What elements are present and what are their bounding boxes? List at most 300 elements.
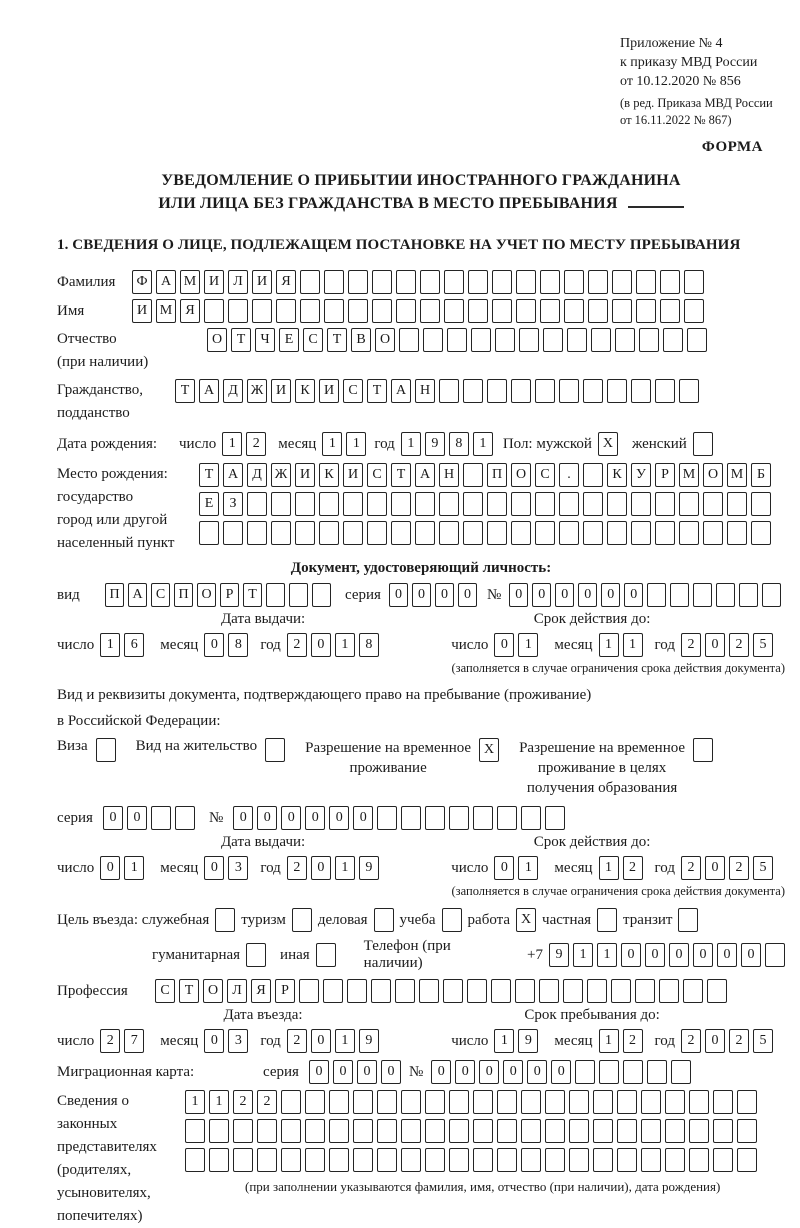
- char-cell[interactable]: [447, 328, 467, 352]
- char-cell[interactable]: 0: [551, 1060, 571, 1084]
- char-cell[interactable]: [324, 299, 344, 323]
- char-cell[interactable]: 0: [555, 583, 574, 607]
- char-cell[interactable]: 1: [623, 633, 643, 657]
- char-cell[interactable]: 0: [103, 806, 123, 830]
- char-cell[interactable]: [660, 299, 680, 323]
- char-cell[interactable]: 2: [729, 633, 749, 657]
- char-cell[interactable]: [647, 1060, 667, 1084]
- char-cell[interactable]: [593, 1119, 613, 1143]
- char-cell[interactable]: [569, 1090, 589, 1114]
- char-cell[interactable]: 1: [599, 1029, 619, 1053]
- char-cell[interactable]: [516, 299, 536, 323]
- char-cell[interactable]: [689, 1090, 709, 1114]
- char-cell[interactable]: 0: [693, 943, 713, 967]
- char-cell[interactable]: С: [151, 583, 170, 607]
- char-cell[interactable]: [737, 1090, 757, 1114]
- char-cell[interactable]: [449, 1148, 469, 1172]
- char-cell[interactable]: [257, 1119, 277, 1143]
- char-cell[interactable]: [281, 1119, 301, 1143]
- char-cell[interactable]: [395, 979, 415, 1003]
- purpose-study-checkbox[interactable]: [442, 908, 462, 932]
- char-cell[interactable]: [535, 379, 555, 403]
- char-cell[interactable]: С: [343, 379, 363, 403]
- char-cell[interactable]: 0: [233, 806, 253, 830]
- char-cell[interactable]: 2: [233, 1090, 253, 1114]
- char-cell[interactable]: 0: [333, 1060, 353, 1084]
- char-cell[interactable]: [707, 979, 727, 1003]
- char-cell[interactable]: [467, 979, 487, 1003]
- char-cell[interactable]: 1: [322, 432, 342, 456]
- char-cell[interactable]: И: [319, 379, 339, 403]
- char-cell[interactable]: 9: [549, 943, 569, 967]
- char-cell[interactable]: [567, 328, 587, 352]
- char-cell[interactable]: [473, 1090, 493, 1114]
- char-cell[interactable]: [631, 379, 651, 403]
- char-cell[interactable]: [468, 299, 488, 323]
- char-cell[interactable]: 0: [705, 856, 725, 880]
- char-cell[interactable]: [713, 1119, 733, 1143]
- char-cell[interactable]: [497, 1090, 517, 1114]
- char-cell[interactable]: Т: [367, 379, 387, 403]
- purpose-transit-checkbox[interactable]: [678, 908, 698, 932]
- char-cell[interactable]: [684, 270, 704, 294]
- char-cell[interactable]: [305, 1090, 325, 1114]
- char-cell[interactable]: [631, 492, 651, 516]
- char-cell[interactable]: 1: [518, 633, 538, 657]
- char-cell[interactable]: [635, 979, 655, 1003]
- char-cell[interactable]: [353, 1119, 373, 1143]
- char-cell[interactable]: [687, 328, 707, 352]
- char-cell[interactable]: 0: [435, 583, 454, 607]
- char-cell[interactable]: [295, 492, 315, 516]
- char-cell[interactable]: 1: [124, 856, 144, 880]
- char-cell[interactable]: [739, 583, 758, 607]
- purpose-tourism-checkbox[interactable]: [292, 908, 312, 932]
- char-cell[interactable]: О: [203, 979, 223, 1003]
- char-cell[interactable]: [372, 299, 392, 323]
- char-cell[interactable]: М: [679, 463, 699, 487]
- purpose-business-checkbox[interactable]: [374, 908, 394, 932]
- char-cell[interactable]: [415, 492, 435, 516]
- char-cell[interactable]: [607, 521, 627, 545]
- char-cell[interactable]: [683, 979, 703, 1003]
- char-cell[interactable]: 0: [329, 806, 349, 830]
- char-cell[interactable]: [511, 492, 531, 516]
- char-cell[interactable]: [583, 379, 603, 403]
- char-cell[interactable]: 2: [681, 633, 701, 657]
- char-cell[interactable]: А: [223, 463, 243, 487]
- char-cell[interactable]: 0: [578, 583, 597, 607]
- char-cell[interactable]: 0: [389, 583, 408, 607]
- char-cell[interactable]: 7: [124, 1029, 144, 1053]
- char-cell[interactable]: [463, 379, 483, 403]
- char-cell[interactable]: [444, 299, 464, 323]
- char-cell[interactable]: 0: [204, 633, 224, 657]
- char-cell[interactable]: А: [391, 379, 411, 403]
- char-cell[interactable]: 2: [729, 856, 749, 880]
- char-cell[interactable]: [151, 806, 171, 830]
- char-cell[interactable]: [636, 299, 656, 323]
- char-cell[interactable]: [641, 1148, 661, 1172]
- char-cell[interactable]: 5: [753, 633, 773, 657]
- char-cell[interactable]: [396, 299, 416, 323]
- char-cell[interactable]: Д: [223, 379, 243, 403]
- char-cell[interactable]: Я: [251, 979, 271, 1003]
- char-cell[interactable]: 0: [458, 583, 477, 607]
- char-cell[interactable]: [564, 270, 584, 294]
- char-cell[interactable]: [497, 1119, 517, 1143]
- char-cell[interactable]: 2: [623, 856, 643, 880]
- char-cell[interactable]: [663, 328, 683, 352]
- char-cell[interactable]: [305, 1148, 325, 1172]
- char-cell[interactable]: [420, 270, 440, 294]
- char-cell[interactable]: [737, 1119, 757, 1143]
- char-cell[interactable]: [511, 379, 531, 403]
- char-cell[interactable]: 0: [527, 1060, 547, 1084]
- char-cell[interactable]: [266, 583, 285, 607]
- char-cell[interactable]: [521, 1090, 541, 1114]
- char-cell[interactable]: И: [132, 299, 152, 323]
- char-cell[interactable]: [319, 492, 339, 516]
- char-cell[interactable]: [252, 299, 272, 323]
- char-cell[interactable]: Т: [391, 463, 411, 487]
- char-cell[interactable]: 0: [532, 583, 551, 607]
- char-cell[interactable]: [468, 270, 488, 294]
- char-cell[interactable]: А: [128, 583, 147, 607]
- char-cell[interactable]: Д: [247, 463, 267, 487]
- char-cell[interactable]: М: [156, 299, 176, 323]
- char-cell[interactable]: [233, 1119, 253, 1143]
- char-cell[interactable]: [463, 521, 483, 545]
- char-cell[interactable]: 0: [281, 806, 301, 830]
- char-cell[interactable]: С: [155, 979, 175, 1003]
- char-cell[interactable]: [420, 299, 440, 323]
- char-cell[interactable]: Т: [243, 583, 262, 607]
- char-cell[interactable]: [545, 1148, 565, 1172]
- char-cell[interactable]: [449, 1119, 469, 1143]
- char-cell[interactable]: [300, 270, 320, 294]
- char-cell[interactable]: 2: [246, 432, 266, 456]
- char-cell[interactable]: 8: [449, 432, 469, 456]
- char-cell[interactable]: [665, 1119, 685, 1143]
- char-cell[interactable]: [617, 1119, 637, 1143]
- char-cell[interactable]: 0: [311, 856, 331, 880]
- char-cell[interactable]: [367, 492, 387, 516]
- char-cell[interactable]: [343, 492, 363, 516]
- char-cell[interactable]: [343, 521, 363, 545]
- char-cell[interactable]: 1: [100, 633, 120, 657]
- purpose-official-checkbox[interactable]: [215, 908, 235, 932]
- char-cell[interactable]: [617, 1148, 637, 1172]
- char-cell[interactable]: И: [204, 270, 224, 294]
- char-cell[interactable]: 6: [124, 633, 144, 657]
- char-cell[interactable]: [276, 299, 296, 323]
- char-cell[interactable]: [443, 979, 463, 1003]
- char-cell[interactable]: [671, 1060, 691, 1084]
- char-cell[interactable]: [353, 1148, 373, 1172]
- purpose-private-checkbox[interactable]: [597, 908, 617, 932]
- char-cell[interactable]: [473, 806, 493, 830]
- char-cell[interactable]: 0: [479, 1060, 499, 1084]
- residence-permit-checkbox[interactable]: [265, 738, 285, 762]
- char-cell[interactable]: 0: [717, 943, 737, 967]
- char-cell[interactable]: [716, 583, 735, 607]
- char-cell[interactable]: [737, 1148, 757, 1172]
- char-cell[interactable]: [271, 492, 291, 516]
- char-cell[interactable]: [425, 1119, 445, 1143]
- char-cell[interactable]: [312, 583, 331, 607]
- char-cell[interactable]: 0: [311, 633, 331, 657]
- char-cell[interactable]: Р: [275, 979, 295, 1003]
- char-cell[interactable]: Е: [279, 328, 299, 352]
- char-cell[interactable]: [636, 270, 656, 294]
- char-cell[interactable]: 0: [621, 943, 641, 967]
- char-cell[interactable]: [655, 521, 675, 545]
- char-cell[interactable]: [727, 521, 747, 545]
- char-cell[interactable]: [611, 979, 631, 1003]
- char-cell[interactable]: [641, 1119, 661, 1143]
- char-cell[interactable]: [271, 521, 291, 545]
- char-cell[interactable]: [679, 492, 699, 516]
- char-cell[interactable]: О: [703, 463, 723, 487]
- char-cell[interactable]: П: [487, 463, 507, 487]
- char-cell[interactable]: [353, 1090, 373, 1114]
- char-cell[interactable]: [324, 270, 344, 294]
- char-cell[interactable]: [765, 943, 785, 967]
- char-cell[interactable]: [713, 1148, 733, 1172]
- char-cell[interactable]: И: [271, 379, 291, 403]
- char-cell[interactable]: [559, 379, 579, 403]
- char-cell[interactable]: 1: [599, 633, 619, 657]
- char-cell[interactable]: [623, 1060, 643, 1084]
- char-cell[interactable]: [185, 1119, 205, 1143]
- char-cell[interactable]: [545, 1090, 565, 1114]
- char-cell[interactable]: [175, 806, 195, 830]
- char-cell[interactable]: Б: [751, 463, 771, 487]
- char-cell[interactable]: [569, 1119, 589, 1143]
- char-cell[interactable]: [713, 1090, 733, 1114]
- char-cell[interactable]: [588, 270, 608, 294]
- char-cell[interactable]: [495, 328, 515, 352]
- char-cell[interactable]: 0: [705, 1029, 725, 1053]
- char-cell[interactable]: 0: [309, 1060, 329, 1084]
- char-cell[interactable]: 0: [353, 806, 373, 830]
- char-cell[interactable]: 3: [228, 856, 248, 880]
- char-cell[interactable]: 8: [359, 633, 379, 657]
- char-cell[interactable]: .: [559, 463, 579, 487]
- char-cell[interactable]: [607, 379, 627, 403]
- sex-female-checkbox[interactable]: [693, 432, 713, 456]
- purpose-humanitarian-checkbox[interactable]: [246, 943, 266, 967]
- char-cell[interactable]: 5: [753, 856, 773, 880]
- char-cell[interactable]: 0: [431, 1060, 451, 1084]
- char-cell[interactable]: 0: [257, 806, 277, 830]
- char-cell[interactable]: [693, 583, 712, 607]
- char-cell[interactable]: [564, 299, 584, 323]
- char-cell[interactable]: [545, 1119, 565, 1143]
- char-cell[interactable]: [295, 521, 315, 545]
- char-cell[interactable]: И: [295, 463, 315, 487]
- char-cell[interactable]: [449, 806, 469, 830]
- temp-residence-edu-checkbox[interactable]: [693, 738, 713, 762]
- temp-residence-checkbox[interactable]: X: [479, 738, 499, 762]
- char-cell[interactable]: [348, 270, 368, 294]
- char-cell[interactable]: [545, 806, 565, 830]
- char-cell[interactable]: 0: [204, 856, 224, 880]
- char-cell[interactable]: [665, 1148, 685, 1172]
- char-cell[interactable]: 0: [204, 1029, 224, 1053]
- char-cell[interactable]: [300, 299, 320, 323]
- char-cell[interactable]: 2: [287, 633, 307, 657]
- char-cell[interactable]: [377, 1090, 397, 1114]
- char-cell[interactable]: О: [375, 328, 395, 352]
- char-cell[interactable]: [439, 521, 459, 545]
- char-cell[interactable]: М: [727, 463, 747, 487]
- char-cell[interactable]: [204, 299, 224, 323]
- char-cell[interactable]: Р: [655, 463, 675, 487]
- char-cell[interactable]: [703, 521, 723, 545]
- char-cell[interactable]: 9: [518, 1029, 538, 1053]
- char-cell[interactable]: [631, 521, 651, 545]
- char-cell[interactable]: 2: [729, 1029, 749, 1053]
- char-cell[interactable]: 0: [494, 856, 514, 880]
- char-cell[interactable]: 2: [681, 1029, 701, 1053]
- char-cell[interactable]: А: [415, 463, 435, 487]
- char-cell[interactable]: 1: [185, 1090, 205, 1114]
- char-cell[interactable]: Т: [175, 379, 195, 403]
- char-cell[interactable]: [372, 270, 392, 294]
- char-cell[interactable]: [689, 1148, 709, 1172]
- char-cell[interactable]: 8: [228, 633, 248, 657]
- char-cell[interactable]: [689, 1119, 709, 1143]
- char-cell[interactable]: 1: [335, 1029, 355, 1053]
- char-cell[interactable]: [401, 1119, 421, 1143]
- char-cell[interactable]: [367, 521, 387, 545]
- char-cell[interactable]: 0: [412, 583, 431, 607]
- char-cell[interactable]: [659, 979, 679, 1003]
- char-cell[interactable]: [371, 979, 391, 1003]
- char-cell[interactable]: Т: [179, 979, 199, 1003]
- char-cell[interactable]: [583, 492, 603, 516]
- char-cell[interactable]: Л: [227, 979, 247, 1003]
- char-cell[interactable]: 0: [503, 1060, 523, 1084]
- char-cell[interactable]: [539, 979, 559, 1003]
- char-cell[interactable]: [615, 328, 635, 352]
- char-cell[interactable]: [563, 979, 583, 1003]
- char-cell[interactable]: [391, 521, 411, 545]
- char-cell[interactable]: А: [156, 270, 176, 294]
- char-cell[interactable]: [593, 1090, 613, 1114]
- char-cell[interactable]: 0: [705, 633, 725, 657]
- char-cell[interactable]: [323, 979, 343, 1003]
- char-cell[interactable]: 2: [623, 1029, 643, 1053]
- char-cell[interactable]: И: [343, 463, 363, 487]
- char-cell[interactable]: [521, 1148, 541, 1172]
- char-cell[interactable]: К: [319, 463, 339, 487]
- char-cell[interactable]: Т: [327, 328, 347, 352]
- char-cell[interactable]: [399, 328, 419, 352]
- char-cell[interactable]: 1: [209, 1090, 229, 1114]
- char-cell[interactable]: 0: [741, 943, 761, 967]
- char-cell[interactable]: [247, 492, 267, 516]
- char-cell[interactable]: [199, 521, 219, 545]
- char-cell[interactable]: [665, 1090, 685, 1114]
- char-cell[interactable]: [583, 463, 603, 487]
- char-cell[interactable]: [281, 1090, 301, 1114]
- char-cell[interactable]: С: [303, 328, 323, 352]
- char-cell[interactable]: [329, 1148, 349, 1172]
- char-cell[interactable]: [463, 492, 483, 516]
- char-cell[interactable]: [647, 583, 666, 607]
- char-cell[interactable]: З: [223, 492, 243, 516]
- char-cell[interactable]: О: [511, 463, 531, 487]
- char-cell[interactable]: Е: [199, 492, 219, 516]
- char-cell[interactable]: [209, 1148, 229, 1172]
- char-cell[interactable]: 1: [335, 633, 355, 657]
- char-cell[interactable]: 3: [228, 1029, 248, 1053]
- char-cell[interactable]: 0: [669, 943, 689, 967]
- char-cell[interactable]: Ж: [271, 463, 291, 487]
- char-cell[interactable]: [521, 1119, 541, 1143]
- char-cell[interactable]: 0: [127, 806, 147, 830]
- char-cell[interactable]: [607, 492, 627, 516]
- char-cell[interactable]: Ф: [132, 270, 152, 294]
- char-cell[interactable]: А: [199, 379, 219, 403]
- char-cell[interactable]: [516, 270, 536, 294]
- char-cell[interactable]: 9: [359, 1029, 379, 1053]
- char-cell[interactable]: Ч: [255, 328, 275, 352]
- char-cell[interactable]: [540, 299, 560, 323]
- char-cell[interactable]: [491, 979, 511, 1003]
- char-cell[interactable]: [599, 1060, 619, 1084]
- char-cell[interactable]: 1: [599, 856, 619, 880]
- char-cell[interactable]: [511, 521, 531, 545]
- char-cell[interactable]: [684, 299, 704, 323]
- char-cell[interactable]: [449, 1090, 469, 1114]
- char-cell[interactable]: 1: [335, 856, 355, 880]
- purpose-work-checkbox[interactable]: X: [516, 908, 536, 932]
- char-cell[interactable]: [425, 806, 445, 830]
- char-cell[interactable]: [444, 270, 464, 294]
- char-cell[interactable]: [588, 299, 608, 323]
- char-cell[interactable]: [655, 379, 675, 403]
- char-cell[interactable]: [439, 492, 459, 516]
- char-cell[interactable]: Н: [439, 463, 459, 487]
- sex-male-checkbox[interactable]: X: [598, 432, 618, 456]
- char-cell[interactable]: [329, 1119, 349, 1143]
- char-cell[interactable]: [401, 806, 421, 830]
- char-cell[interactable]: [762, 583, 781, 607]
- char-cell[interactable]: [419, 979, 439, 1003]
- char-cell[interactable]: [515, 979, 535, 1003]
- char-cell[interactable]: [670, 583, 689, 607]
- char-cell[interactable]: 9: [359, 856, 379, 880]
- char-cell[interactable]: [617, 1090, 637, 1114]
- char-cell[interactable]: 0: [494, 633, 514, 657]
- char-cell[interactable]: [423, 328, 443, 352]
- char-cell[interactable]: [377, 806, 397, 830]
- char-cell[interactable]: [727, 492, 747, 516]
- char-cell[interactable]: 1: [401, 432, 421, 456]
- char-cell[interactable]: 2: [100, 1029, 120, 1053]
- char-cell[interactable]: [347, 979, 367, 1003]
- char-cell[interactable]: [473, 1148, 493, 1172]
- char-cell[interactable]: [228, 299, 248, 323]
- char-cell[interactable]: Т: [231, 328, 251, 352]
- char-cell[interactable]: [473, 1119, 493, 1143]
- char-cell[interactable]: [639, 328, 659, 352]
- char-cell[interactable]: 0: [601, 583, 620, 607]
